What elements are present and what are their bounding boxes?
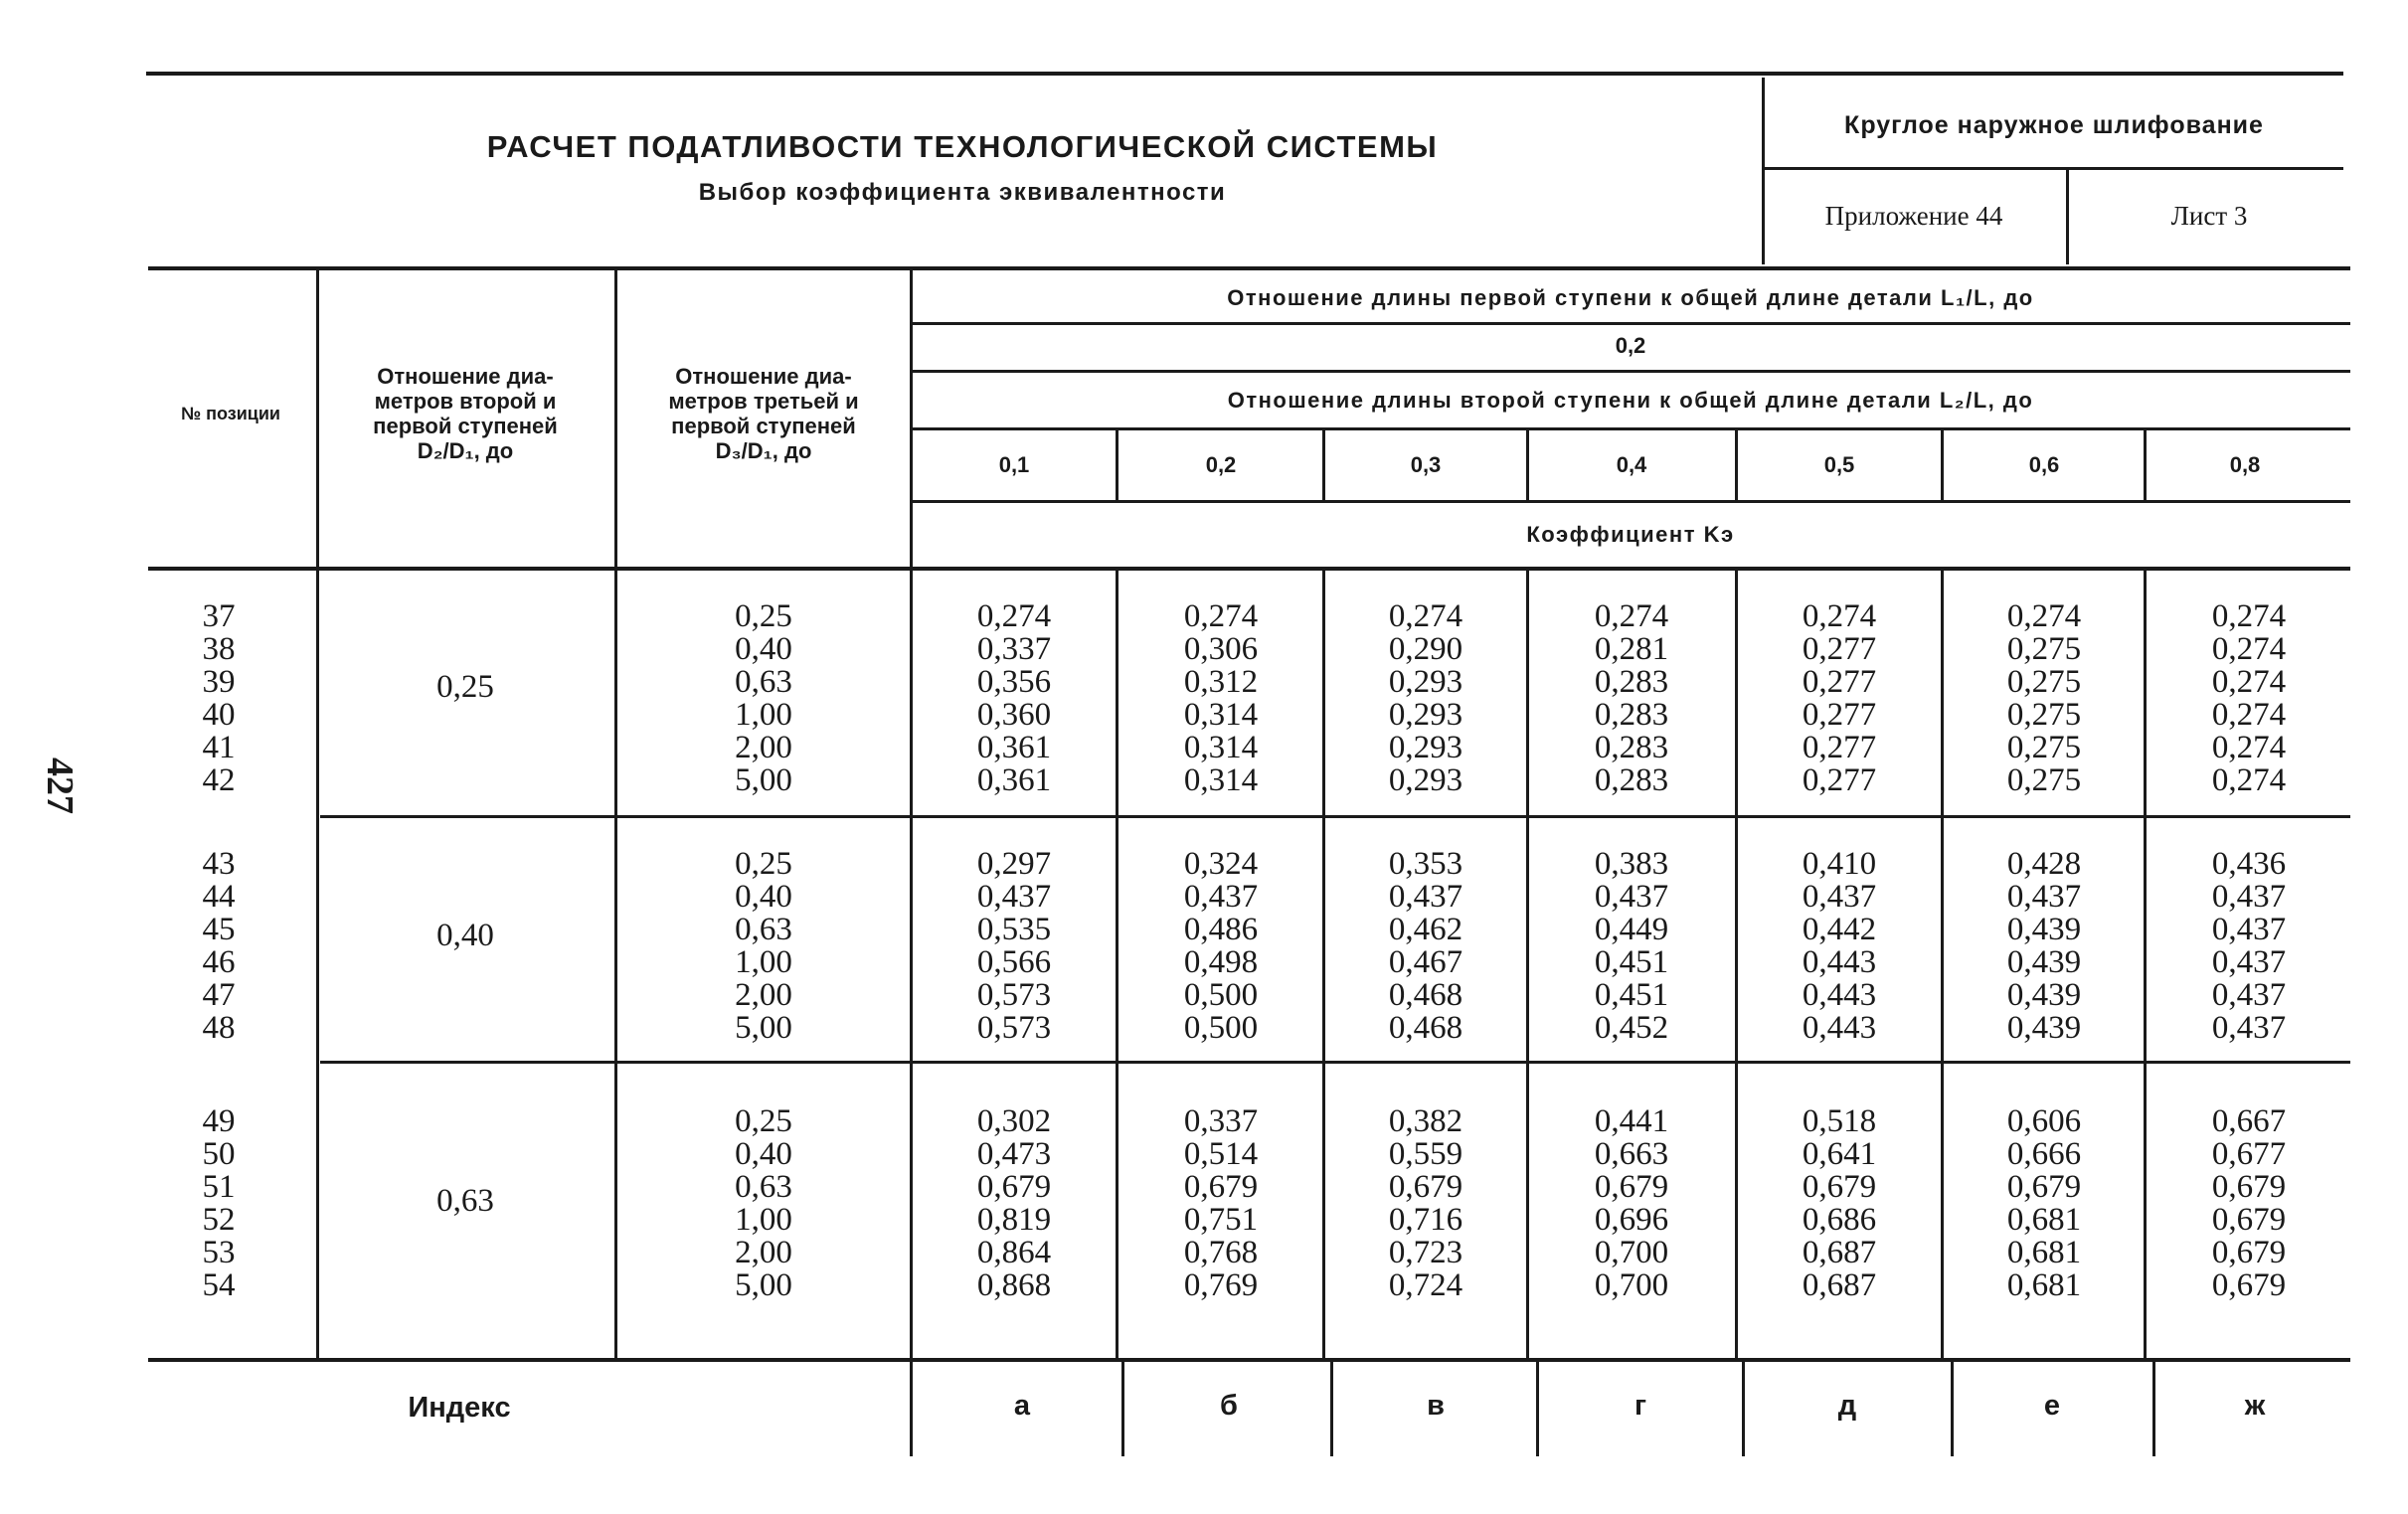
l2-value-g: 0,8 xyxy=(2229,452,2261,477)
group3-col-d: 0,441 0,663 0,679 0,696 0,700 0,700 xyxy=(1594,1103,1669,1303)
header-line-l1value xyxy=(913,370,2350,373)
col-divider-f xyxy=(2144,430,2147,500)
page-title: РАСЧЕТ ПОДАТЛИВОСТИ ТЕХНОЛОГИЧЕСКОЙ СИСТЕМЫ xyxy=(486,129,1439,164)
index-divider-b xyxy=(1330,1362,1333,1456)
group2-col-a: 0,297 0,437 0,535 0,566 0,573 0,573 xyxy=(976,846,1052,1046)
header-line-l2values xyxy=(913,500,2350,503)
index-divider-c xyxy=(1536,1362,1539,1456)
l2-ratio-header: Отношение длины второй ступени к общей длине детали L₂/L, до xyxy=(1227,388,2034,413)
body-divider-d xyxy=(1735,571,1738,1358)
group2-d3: 0,25 0,40 0,63 1,00 2,00 5,00 xyxy=(735,846,792,1046)
group1-col-d: 0,274 0,281 0,283 0,283 0,283 0,283 xyxy=(1594,598,1669,798)
l2-value-a: 0,1 xyxy=(998,452,1030,477)
index-g: ж xyxy=(2244,1390,2266,1422)
group3-col-b: 0,337 0,514 0,679 0,751 0,768 0,769 xyxy=(1183,1103,1259,1303)
group2-col-f: 0,428 0,437 0,439 0,439 0,439 0,439 xyxy=(2006,846,2082,1046)
side-box-divider xyxy=(1764,167,2343,170)
col-divider-a xyxy=(1116,430,1118,500)
group-divider-1 xyxy=(320,815,2350,818)
body-divider-b xyxy=(1322,571,1325,1358)
l2-value-f: 0,6 xyxy=(2028,452,2060,477)
index-a: а xyxy=(1013,1390,1031,1422)
index-f: е xyxy=(2043,1390,2061,1422)
group3-d2: 0,63 xyxy=(436,1183,494,1219)
l1-ratio-header: Отношение длины первой ступени к общей длине детали L₁/L, до xyxy=(1227,285,2034,310)
group1-col-c: 0,274 0,290 0,293 0,293 0,293 0,293 xyxy=(1388,598,1463,798)
header-bottom-border xyxy=(148,567,2350,571)
group3-col-g: 0,667 0,677 0,679 0,679 0,679 0,679 xyxy=(2211,1103,2287,1303)
index-label: Индекс xyxy=(408,1392,511,1424)
group2-col-c: 0,353 0,437 0,462 0,467 0,468 0,468 xyxy=(1388,846,1463,1046)
top-border xyxy=(146,72,2343,76)
group-divider-2 xyxy=(320,1061,2350,1064)
group1-col-b: 0,274 0,306 0,312 0,314 0,314 0,314 xyxy=(1183,598,1259,798)
group2-col-b: 0,324 0,437 0,486 0,498 0,500 0,500 xyxy=(1183,846,1259,1046)
group2-positions: 43 44 45 46 47 48 xyxy=(202,846,236,1046)
page-subtitle: Выбор коэффициента эквивалентности xyxy=(698,179,1227,206)
index-c: в xyxy=(1427,1390,1445,1422)
col-divider-d3 xyxy=(910,270,913,1456)
appendix-label: Приложение 44 xyxy=(1824,201,2003,231)
header-line-l1 xyxy=(913,322,2350,325)
group1-col-a: 0,274 0,337 0,356 0,360 0,361 0,361 xyxy=(976,598,1052,798)
body-divider-f xyxy=(2144,571,2147,1358)
d2-ratio-header: Отношение диа- метров второй и первой ступеней D₂/D₁, до xyxy=(373,364,558,463)
index-divider-f xyxy=(2152,1362,2155,1456)
coefficient-header: Коэффициент Kэ xyxy=(1526,522,1735,547)
group1-col-g: 0,274 0,274 0,274 0,274 0,274 0,274 xyxy=(2211,598,2287,798)
l2-value-b: 0,2 xyxy=(1205,452,1237,477)
col-divider-e xyxy=(1941,430,1944,500)
index-divider-a xyxy=(1121,1362,1124,1456)
group3-col-c: 0,382 0,559 0,679 0,716 0,723 0,724 xyxy=(1388,1103,1463,1303)
l2-value-c: 0,3 xyxy=(1410,452,1442,477)
l2-value-d: 0,4 xyxy=(1616,452,1647,477)
col-divider-c xyxy=(1526,430,1529,500)
group1-positions: 37 38 39 40 41 42 xyxy=(202,598,236,798)
group1-d3: 0,25 0,40 0,63 1,00 2,00 5,00 xyxy=(735,598,792,798)
sheet-label: Лист 3 xyxy=(2170,201,2248,231)
group3-positions: 49 50 51 52 53 54 xyxy=(202,1103,236,1303)
col-divider-d xyxy=(1735,430,1738,500)
group3-col-f: 0,606 0,666 0,679 0,681 0,681 0,681 xyxy=(2006,1103,2082,1303)
col-divider-d2 xyxy=(614,270,617,1358)
group2-col-e: 0,410 0,437 0,442 0,443 0,443 0,443 xyxy=(1802,846,1877,1046)
group2-col-g: 0,436 0,437 0,437 0,437 0,437 0,437 xyxy=(2211,846,2287,1046)
page-number: 427 xyxy=(39,757,81,814)
index-b: б xyxy=(1220,1390,1238,1422)
body-divider-a xyxy=(1116,571,1118,1358)
body-divider-e xyxy=(1941,571,1944,1358)
title-side-divider xyxy=(1762,78,1765,264)
index-e: д xyxy=(1837,1390,1857,1422)
group2-d2: 0,40 xyxy=(436,918,494,953)
body-divider-c xyxy=(1526,571,1529,1358)
group1-d2: 0,25 xyxy=(436,669,494,705)
l2-value-e: 0,5 xyxy=(1823,452,1855,477)
position-header: № позиции xyxy=(181,404,280,423)
category-label: Круглое наружное шлифование xyxy=(1844,111,2264,139)
col-divider-pos xyxy=(316,270,319,1358)
header-line-l2 xyxy=(913,427,2350,430)
group1-col-f: 0,274 0,275 0,275 0,275 0,275 0,275 xyxy=(2006,598,2082,798)
group3-d3: 0,25 0,40 0,63 1,00 2,00 5,00 xyxy=(735,1103,792,1303)
d3-ratio-header: Отношение диа- метров третьей и первой ступеней D₃/D₁, до xyxy=(668,364,859,463)
index-divider-d xyxy=(1742,1362,1745,1456)
table-top-border xyxy=(148,266,2350,270)
index-divider-e xyxy=(1951,1362,1954,1456)
index-d: г xyxy=(1634,1390,1647,1422)
table-bottom-border xyxy=(148,1358,2350,1362)
col-divider-b xyxy=(1322,430,1325,500)
group1-col-e: 0,274 0,277 0,277 0,277 0,277 0,277 xyxy=(1802,598,1877,798)
appendix-sheet-divider xyxy=(2066,169,2069,264)
l1-value: 0,2 xyxy=(1615,333,1646,358)
group2-col-d: 0,383 0,437 0,449 0,451 0,451 0,452 xyxy=(1594,846,1669,1046)
group3-col-a: 0,302 0,473 0,679 0,819 0,864 0,868 xyxy=(976,1103,1052,1303)
group3-col-e: 0,518 0,641 0,679 0,686 0,687 0,687 xyxy=(1802,1103,1877,1303)
